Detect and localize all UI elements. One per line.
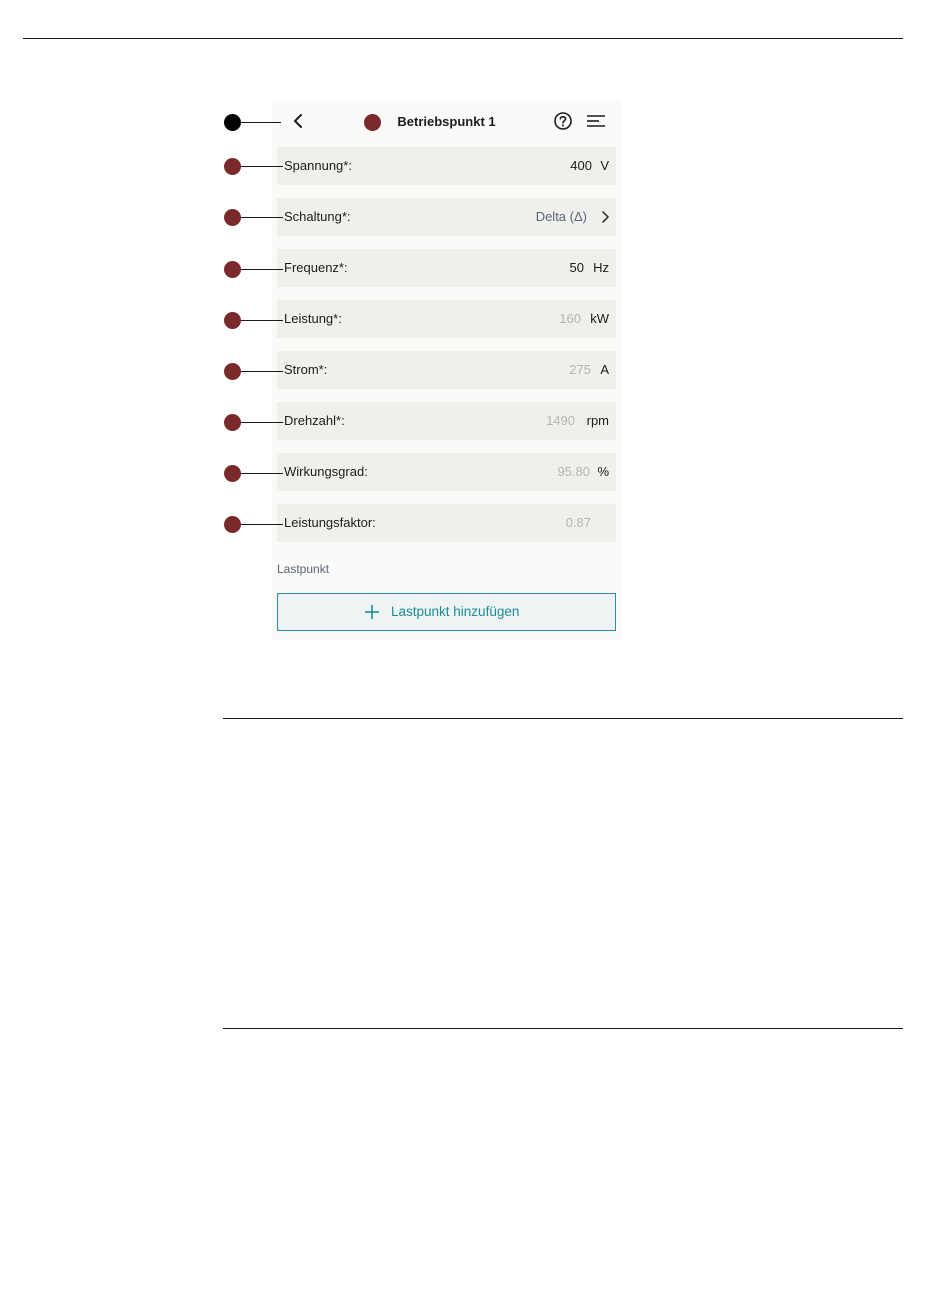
field-frequenz[interactable] <box>277 249 616 287</box>
callout-dot <box>224 114 241 131</box>
field-unit: Hz <box>593 260 609 275</box>
field-strom[interactable] <box>277 351 616 389</box>
callout-dot <box>224 261 241 278</box>
field-spannung[interactable] <box>277 147 616 185</box>
field-label: Leistung*: <box>284 311 342 326</box>
callout-leader-line <box>241 371 283 372</box>
callout-marker <box>222 112 284 132</box>
callout-leader-line <box>241 166 283 167</box>
callout-dot <box>224 465 241 482</box>
callout-dot <box>224 209 241 226</box>
field-leistung[interactable] <box>277 300 616 338</box>
field-leistungsfaktor[interactable] <box>277 504 616 542</box>
chevron-right-icon <box>600 210 610 224</box>
field-value: 275 <box>569 362 591 377</box>
section-divider-rule <box>223 718 903 719</box>
field-wirkungsgrad[interactable] <box>277 453 616 491</box>
callout-leader-line <box>241 269 283 270</box>
callout-leader-line <box>241 422 283 423</box>
menu-icon[interactable] <box>585 112 607 130</box>
callout-leader-line <box>241 320 283 321</box>
callout-dot <box>224 158 241 175</box>
callout-marker <box>222 514 284 534</box>
page-header-rule <box>23 38 903 39</box>
callout-leader-line <box>241 473 283 474</box>
field-unit: A <box>600 362 609 377</box>
field-value: 50 <box>569 260 584 275</box>
field-label: Drehzahl*: <box>284 413 345 428</box>
callout-leader-line <box>241 217 283 218</box>
section-divider-rule-lower <box>223 1028 903 1029</box>
field-unit: kW <box>590 311 609 326</box>
field-unit: % <box>597 464 609 479</box>
callout-dot <box>224 414 241 431</box>
field-label: Schaltung*: <box>284 209 351 224</box>
field-drehzahl[interactable] <box>277 402 616 440</box>
callout-marker <box>222 361 284 381</box>
plus-icon <box>364 604 380 620</box>
field-label: Strom*: <box>284 362 328 377</box>
callout-dot <box>224 363 241 380</box>
field-value: 0.87 <box>565 515 591 530</box>
top-bar <box>272 100 621 144</box>
callout-leader-line <box>241 122 281 123</box>
callout-marker <box>222 156 284 176</box>
field-value: 95.80 <box>557 464 590 479</box>
field-unit: rpm <box>586 413 609 428</box>
callout-marker-title <box>364 114 381 131</box>
field-value: 160 <box>559 311 581 326</box>
callout-marker <box>222 310 284 330</box>
field-label: Frequenz*: <box>284 260 348 275</box>
callout-marker <box>222 463 284 483</box>
field-label: Leistungsfaktor: <box>284 515 376 530</box>
add-load-point-button[interactable] <box>277 593 616 631</box>
field-value: 400 <box>570 158 592 173</box>
page-title: Betriebspunkt 1 <box>397 114 496 129</box>
callout-dot <box>224 312 241 329</box>
callout-marker <box>222 412 284 432</box>
callout-marker <box>222 259 284 279</box>
callout-leader-line <box>241 524 283 525</box>
section-label-lastpunkt: Lastpunkt <box>277 562 330 576</box>
field-unit: V <box>600 158 609 173</box>
callout-marker <box>222 207 284 227</box>
callout-dot <box>224 516 241 533</box>
field-value: Delta (Δ) <box>535 209 587 224</box>
field-label: Spannung*: <box>284 158 352 173</box>
add-load-point-label: Lastpunkt hinzufügen <box>391 604 520 619</box>
field-schaltung[interactable] <box>277 198 616 236</box>
app-screen <box>272 100 621 640</box>
question-circle-icon[interactable] <box>553 111 573 131</box>
field-label: Wirkungsgrad: <box>284 464 368 479</box>
field-value: 1490 <box>546 413 575 428</box>
